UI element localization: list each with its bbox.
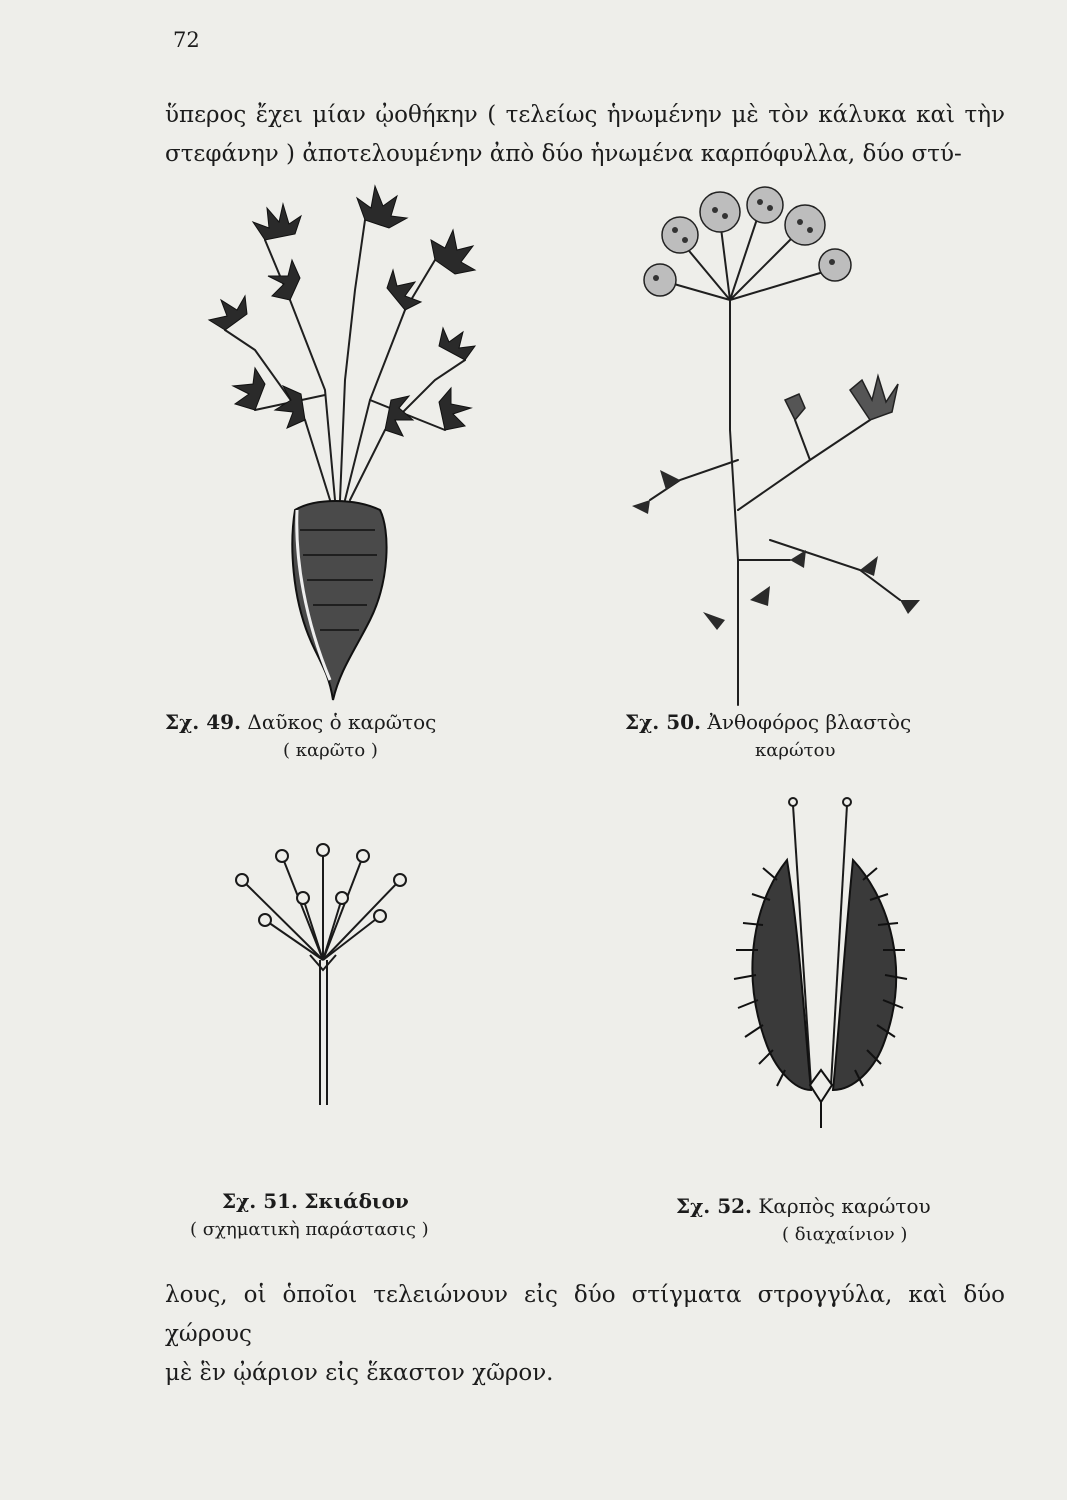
fig-52-caption: [676, 1192, 931, 1220]
fig-51-caption: [222, 1187, 409, 1215]
carrot-plant-illustration: [195, 180, 485, 710]
fig-49-caption: [165, 708, 436, 736]
bottom-paragraph-line-2: μὲ ἓν ᾠάριον εἰς ἕκαστον χῶρον.: [165, 1360, 554, 1386]
fig-50-title: Ἀνθοφόρος βλαστὸς: [707, 710, 912, 734]
top-paragraph: [165, 96, 1005, 174]
fig-51-title: Σκιάδιον: [304, 1189, 409, 1213]
bottom-paragraph: [165, 1276, 1005, 1393]
fig-51-subtitle: ( σχηματικὴ παράστασις ): [190, 1219, 429, 1240]
carrot-fruit-illustration: [725, 790, 925, 1130]
fig-52-title: Καρπὸς καρώτου: [758, 1194, 931, 1218]
fig-49-subtitle: ( καρῶτο ): [283, 740, 378, 761]
page-number: 72: [173, 28, 200, 52]
flowering-shoot-illustration: [620, 180, 980, 710]
fig-51-label: Σχ. 51.: [222, 1189, 299, 1213]
top-paragraph-line-2: στεφάνην ) ἀποτελουμένην ἀπὸ δύο ἡνωμένα καρπόφυλλα, δύο στύ-: [165, 141, 962, 167]
fig-52-label: Σχ. 52.: [676, 1194, 753, 1218]
fig-49-label: Σχ. 49.: [165, 710, 242, 734]
bottom-paragraph-line-1: λους, οἱ ὁποῖοι τελειώνουν εἰς δύο στίγματα στρογγύλα, καὶ δύο χώρους: [165, 1282, 1005, 1347]
fig-50-subtitle: καρώτου: [755, 740, 836, 761]
top-paragraph-line-1: ὕπερος ἔχει μίαν ᾠοθήκην ( τελείως ἡνωμένην μὲ τὸν κάλυκα καὶ τὴν: [165, 102, 1005, 128]
fig-50-label: Σχ. 50.: [625, 710, 702, 734]
fig-49-title: Δαῦκος ὁ καρῶτος: [247, 710, 437, 734]
umbel-schematic-illustration: [210, 820, 430, 1110]
fig-50-caption: [625, 708, 911, 736]
fig-52-subtitle: ( διαχαίνιον ): [782, 1224, 908, 1245]
